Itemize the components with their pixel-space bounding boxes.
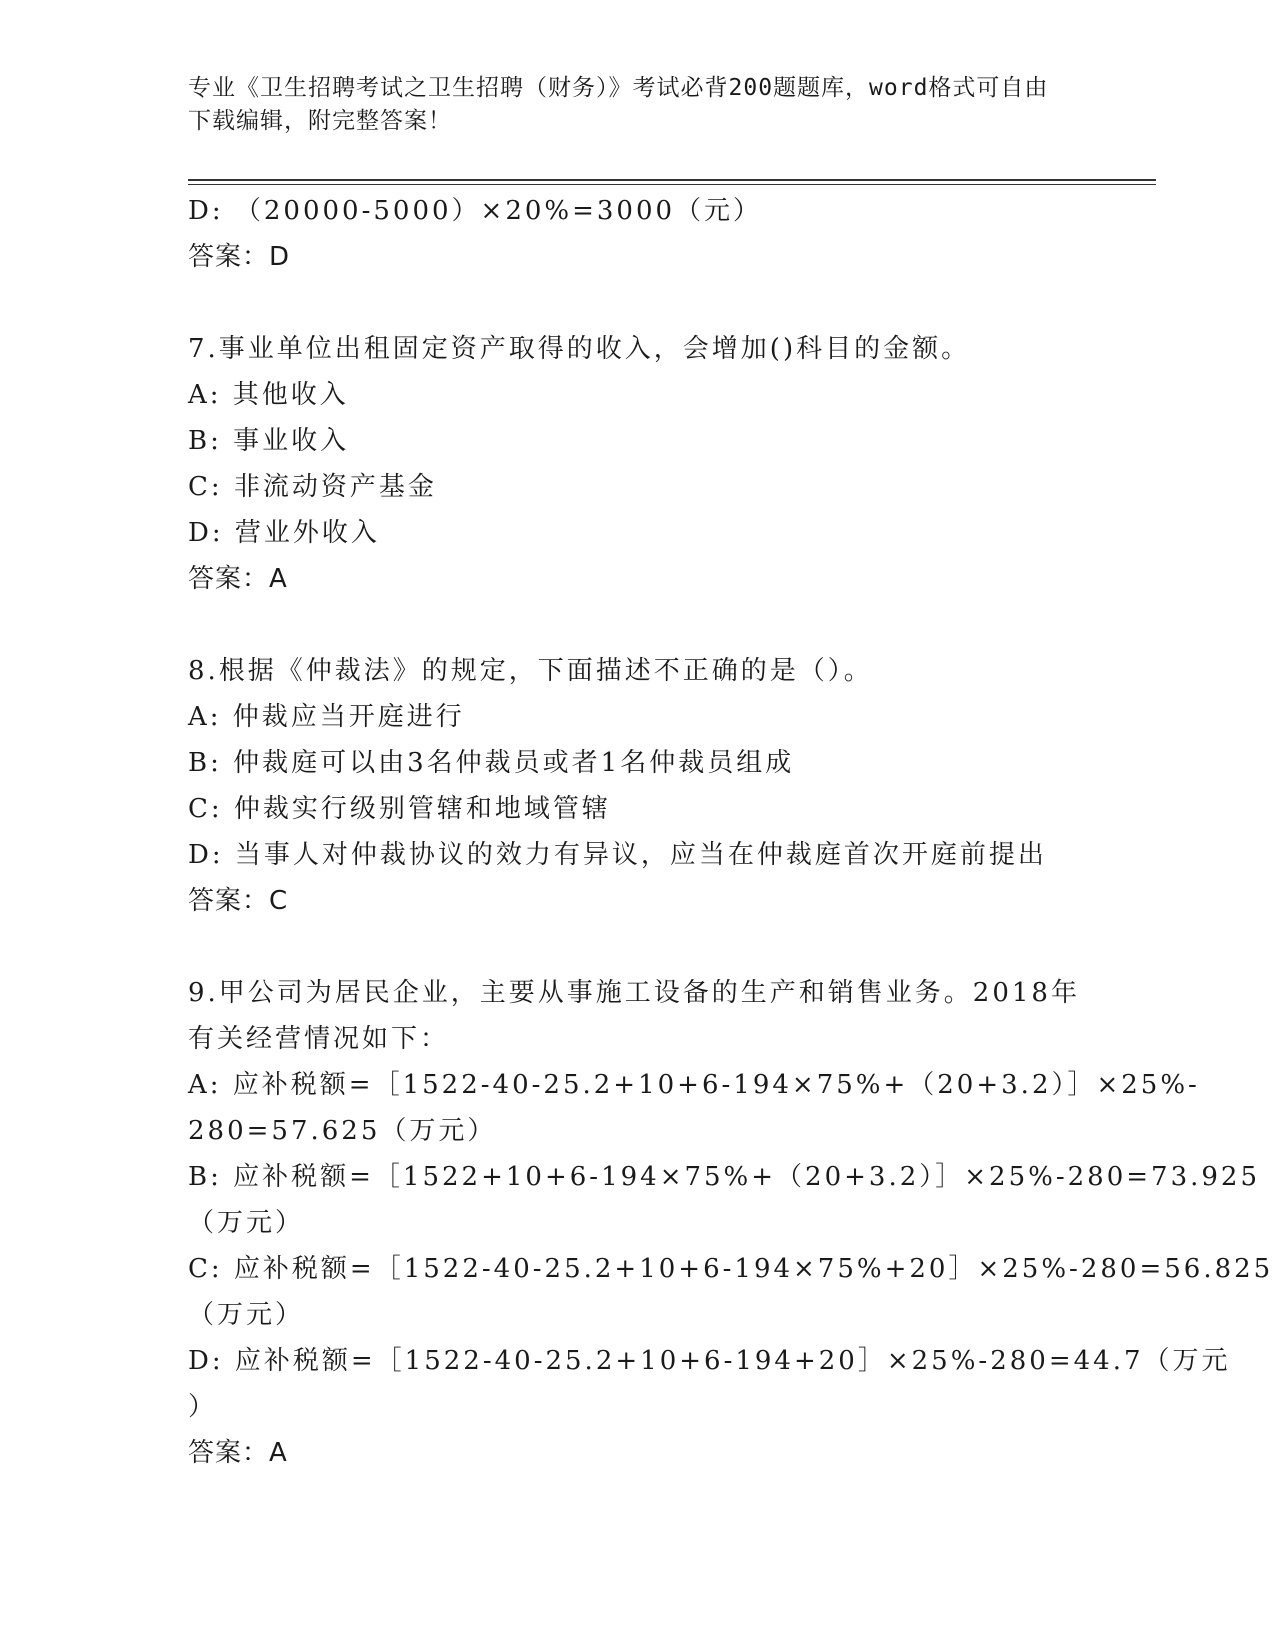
answer: 答案：A	[188, 1438, 288, 1468]
option-d-line-2: ）	[188, 1392, 218, 1422]
document-header: 专业《卫生招聘考试之卫生招聘（财务）》考试必背200题题库，word格式可自由下载编辑，附完整答案！	[188, 75, 1049, 134]
option-b-line-1: B: 应补税额=［1522+10+6-194×75%+（20+3.2）］×25%-280=73.925	[188, 1162, 1261, 1192]
header-divider-thick	[188, 179, 1156, 181]
question-stem-line-1: 9.甲公司为居民企业，主要从事施工设备的生产和销售业务。2018年	[188, 978, 1080, 1008]
option-b: B: 事业收入	[188, 426, 350, 456]
question-7	[188, 326, 1088, 602]
option-b: B: 仲裁庭可以由3名仲裁员或者1名仲裁员组成	[188, 748, 795, 778]
question-stem: 7.事业单位出租固定资产取得的收入，会增加()科目的金额。	[188, 334, 971, 364]
option-a-line-2: 280=57.625（万元）	[188, 1116, 497, 1146]
option-c: C: 仲裁实行级别管辖和地域管辖	[188, 794, 611, 824]
option-a: A: 仲裁应当开庭进行	[188, 702, 465, 732]
question-8	[188, 648, 1088, 924]
option-d: D: 营业外收入	[188, 518, 380, 548]
option-a: A: 其他收入	[188, 380, 349, 410]
question-stem-line-2: 有关经营情况如下：	[188, 1024, 450, 1054]
question-stem: 8.根据《仲裁法》的规定，下面描述不正确的是（）。	[188, 656, 873, 686]
previous-answer: 答案：D	[188, 242, 291, 272]
option-c: C: 非流动资产基金	[188, 472, 437, 502]
header-divider-thin	[188, 184, 1156, 185]
option-b-line-2: （万元）	[188, 1208, 305, 1238]
question-9	[188, 970, 1274, 1476]
previous-option-d: D: （20000-5000）×20%=3000（元）	[188, 196, 763, 226]
answer: 答案：A	[188, 564, 288, 594]
option-a-line-1: A: 应补税额=［1522-40-25.2+10+6-194×75%+（20+3.2）］×25%-	[188, 1070, 1200, 1100]
option-c-line-1: C: 应补税额=［1522-40-25.2+10+6-194×75%+20］×25%-280=56.825	[188, 1254, 1274, 1284]
option-c-line-2: （万元）	[188, 1300, 305, 1330]
option-d-line-1: D: 应补税额=［1522-40-25.2+10+6-194+20］×25%-280=44.7（万元	[188, 1346, 1231, 1376]
answer: 答案：C	[188, 886, 289, 916]
option-d: D: 当事人对仲裁协议的效力有异议，应当在仲裁庭首次开庭前提出	[188, 840, 1047, 870]
question-content	[188, 188, 1274, 1476]
